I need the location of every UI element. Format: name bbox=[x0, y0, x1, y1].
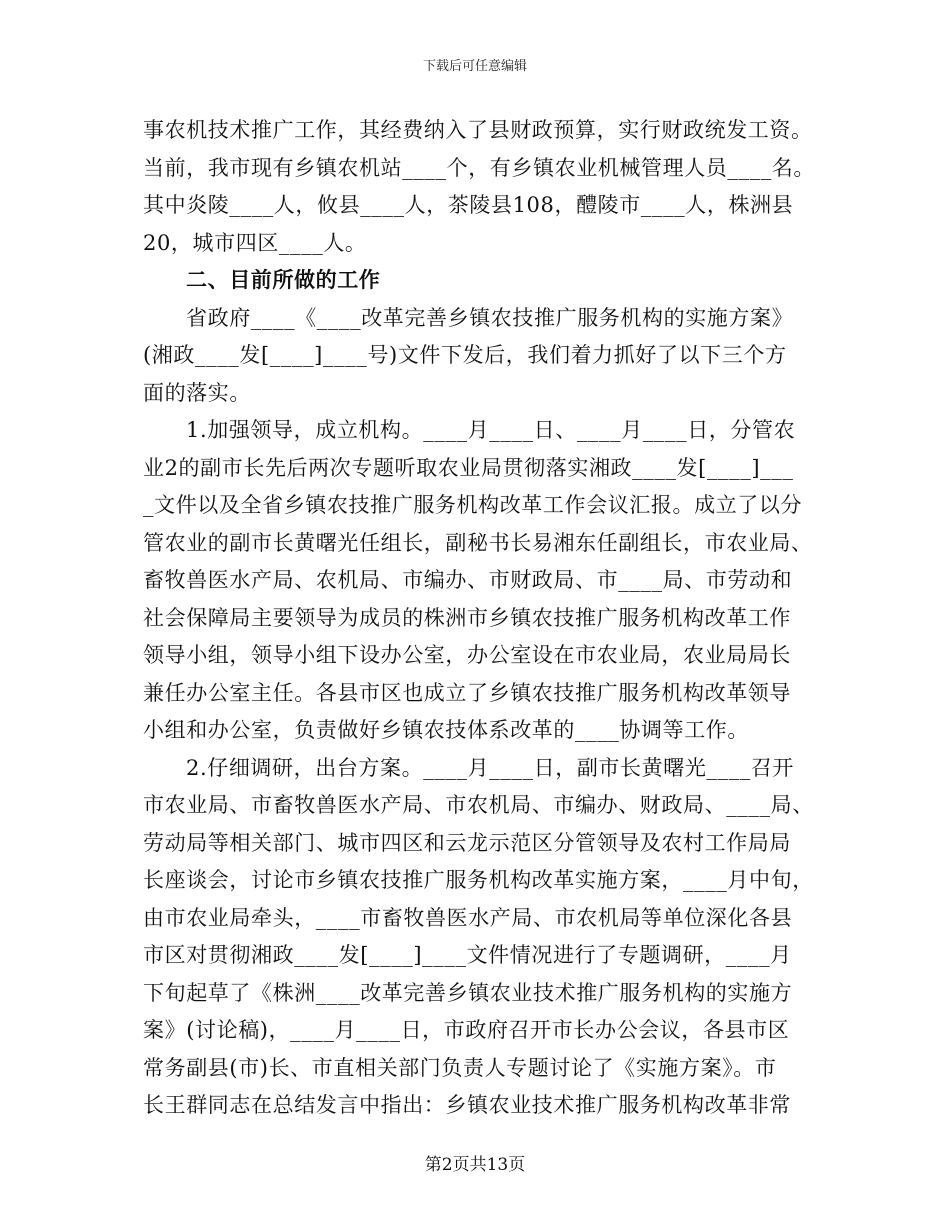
text-line: 市区对贯彻湘政____发[____]____文件情况进行了专题调研，____月 bbox=[143, 943, 792, 967]
paragraph-start: 2.仔细调研，出台方案。____月____日，副市长黄曙光____召开 bbox=[186, 755, 795, 780]
text-line: 小组和办公室，负责做好乡镇农技体系改革的____协调等工作。 bbox=[143, 718, 749, 742]
paragraph-start: 省政府____《____改革完善乡镇农技推广服务机构的实施方案》 bbox=[186, 305, 794, 330]
text-line: 其中炎陵____人，攸县____人，茶陵县108，醴陵市____人，株洲县 bbox=[143, 193, 794, 217]
text-line: 管农业的副市长黄曙光任组长，副秘书长易湘东任副组长，市农业局、 bbox=[143, 530, 813, 555]
text-line: (湘政____发[____]____号)文件下发后，我们着力抓好了以下三个方 bbox=[143, 343, 787, 367]
text-line: 长座谈会，讨论市乡镇农技推广服务机构改革实施方案，____月中旬， bbox=[143, 868, 814, 892]
document-body bbox=[143, 112, 815, 1125]
page-header: 下载后可任意编辑 bbox=[422, 59, 527, 74]
text-line: 事农机技术推广工作，其经费纳入了县财政预算，实行财政统发工资。 bbox=[143, 118, 813, 142]
page-number: 第2页共13页 bbox=[424, 1155, 526, 1175]
text-line: _文件以及全省乡镇农技推广服务机构改革工作会议汇报。成立了以分 bbox=[143, 493, 803, 517]
text-line: 业2的副市长先后两次专题听取农业局贯彻落实湘政____发[____]___ bbox=[143, 455, 794, 480]
text-line: 下旬起草了《株洲____改革完善乡镇农业技术推广服务机构的实施方 bbox=[143, 980, 793, 1005]
section-heading: 二、目前所做的工作 bbox=[186, 268, 381, 292]
text-line: 领导小组，领导小组下设办公室，办公室设在市农业局，农业局局长 bbox=[143, 643, 791, 667]
text-line: 劳动局等相关部门、城市四区和云龙示范区分管领导及农村工作局局 bbox=[143, 830, 791, 855]
text-line: 由市农业局牵头，____市畜牧兽医水产局、市农机局等单位深化各县 bbox=[143, 905, 793, 930]
text-line: 常务副县(市)长、市直相关部门负责人专题讨论了《实施方案》。市 bbox=[143, 1055, 777, 1080]
text-line: 当前，我市现有乡镇农机站____个，有乡镇农业机械管理人员____名。 bbox=[143, 155, 815, 180]
text-line: 兼任办公室主任。各县市区也成立了乡镇农技推广服务机构改革领导 bbox=[143, 680, 791, 705]
paragraph-start: 1.加强领导，成立机构。____月____日、____月____日，分管农 bbox=[186, 418, 796, 442]
text-line: 20，城市四区____人。 bbox=[143, 230, 367, 255]
text-line: 面的落实。 bbox=[143, 380, 251, 405]
text-line: 长王群同志在总结发言中指出：乡镇农业技术推广服务机构改革非常 bbox=[143, 1093, 791, 1117]
text-line: 市农业局、市畜牧兽医水产局、市农机局、市编办、财政局、____局、 bbox=[143, 793, 814, 817]
text-line: 案》(讨论稿)，____月____日，市政府召开市长办公会议，各县市区 bbox=[143, 1018, 790, 1042]
text-line: 社会保障局主要领导为成员的株洲市乡镇农技推广服务机构改革工作 bbox=[143, 605, 791, 630]
text-line: 畜牧兽医水产局、农机局、市编办、市财政局、市____局、市劳动和 bbox=[143, 568, 793, 592]
